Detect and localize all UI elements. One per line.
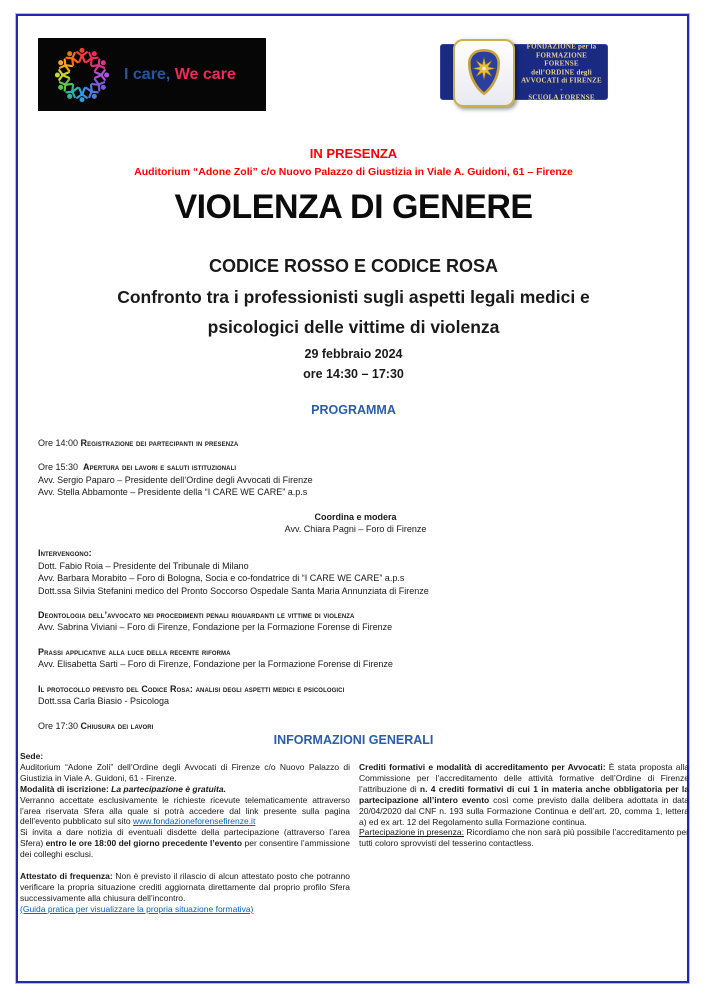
people-circle-icon — [52, 45, 112, 105]
info-left-column — [20, 751, 350, 915]
program-talk-1 — [38, 609, 673, 634]
sede-label: Sede: — [20, 751, 44, 761]
closing-title: Chiusura dei lavori — [80, 720, 154, 731]
partecipazione-text: Ricordiamo che non sarà più possibile l’accreditamento per tutti coloro sprovvisti del tesserino contactless. — [359, 827, 689, 849]
info-section — [20, 751, 689, 915]
crediti-bold: n. 4 crediti formativi di cui 1 in materia anche obbligatoria per la partecipazione all’intero evento — [359, 783, 689, 805]
event-description — [20, 282, 687, 342]
fondazione-line-4: AVVOCATI di FIRENZE — [521, 76, 602, 85]
attestato-text: Non è previsto il rilascio di alcun attestato posto che potranno verificare la propria situazione crediti aggiornata direttamente dal proprio profilo Sfera successivamente alla chiusura dell’incontro. — [20, 871, 350, 903]
program-item-closing — [38, 720, 673, 732]
closing-time: Ore 17:30 — [38, 720, 79, 731]
opening-speaker-1: Avv. Sergio Paparo – Presidente dell’Ordine degli Avvocati di Firenze — [38, 474, 313, 485]
program-item-registration — [38, 437, 673, 449]
gratuita-note: La partecipazione è gratuita. — [111, 783, 226, 794]
program-section — [38, 437, 673, 744]
fondazione-line-1: FONDAZIONE per la — [526, 42, 597, 51]
fondazione-logo-text — [519, 42, 604, 102]
sfera-site-link[interactable]: www.fondazioneforensefirenze.it — [132, 816, 256, 827]
programma-heading: PROGRAMMA — [311, 403, 396, 417]
opening-time: Ore 15:30 — [38, 462, 79, 473]
event-subtitle: CODICE ROSSO E CODICE ROSA — [208, 256, 499, 276]
talk-1-title: Deontologia dell’avvocato nei procedimenti penali riguardanti le vittime di violenza — [38, 610, 355, 621]
opening-title-line — [38, 461, 673, 473]
registration-title: Registrazione dei partecipanti in presenza — [80, 438, 239, 448]
program-talk-3 — [38, 683, 673, 708]
moderator-name: Avv. Chiara Pagni – Foro di Firenze — [284, 524, 427, 535]
partecipazione-label: Partecipazione in presenza: — [359, 827, 464, 838]
fondazione-line-3: dell’ORDINE degli — [531, 67, 592, 76]
fondazione-line-6: SCUOLA FORENSE — [528, 93, 595, 102]
partecipazione-paragraph — [359, 827, 689, 849]
talk-1-speaker: Avv. Sabrina Viviani – Foro di Firenze, Fondazione per la Formazione Forense di Firenze — [38, 622, 393, 633]
talk-2-title: Prassi applicative alla luce della recente riforma — [38, 646, 231, 657]
event-title: VIOLENZA DI GENERE — [174, 188, 533, 226]
disdette-text-end: per consentire l’ammissione dei colleghi esclusi. — [20, 838, 350, 860]
program-moderation — [38, 511, 673, 536]
crediti-label: Crediti formativi e modalità di accreditamento per Avvocati: — [359, 762, 606, 772]
event-description-line1: Confronto tra i professionisti sugli aspetti legali medici e — [117, 287, 590, 307]
crediti-paragraph — [359, 762, 689, 827]
shield-star-icon — [458, 43, 510, 101]
event-description-line2: psicologici delle vittime di violenza — [207, 317, 500, 337]
crediti-text-2: così come previsto dalla delibera adottata in data 20/04/2020 dal CNF n. 193 sulla Formazione Continua e dell’art. 20, comma 1, lettera a) ed ex art. 12 del Regolamento sulla Formazione continua. — [359, 794, 689, 827]
event-date: 29 febbraio 2024 — [304, 347, 403, 361]
program-speakers — [38, 547, 673, 597]
disdette-deadline-bold: entro le ore 18:00 del giorno precedente l’evento — [45, 838, 243, 849]
program-item-opening — [38, 461, 673, 498]
disdette-text: Si invita a dare notizia di eventuali disdette della partecipazione (attraverso l’area Sfera) — [20, 827, 350, 849]
wecare-text: We care — [170, 65, 236, 83]
speaker-2: Avv. Barbara Morabito – Foro di Bologna, Socia e co-fondatrice di “I CARE WE CARE” a.p.s — [38, 573, 405, 584]
crediti-text-1: È stata proposta alla Commissione per l’accreditamento delle attività formative dell’Ordine di Firenze l’attribuzione di — [359, 762, 689, 794]
attestato-label: Attestato di frequenza: — [20, 871, 113, 882]
icare-text: I care, — [124, 65, 171, 83]
moderation-label: Coordina e modera — [314, 511, 397, 522]
opening-title: Apertura dei lavori e saluti istituzionali — [83, 462, 237, 473]
spacer — [20, 860, 350, 871]
talk-3-speaker: Dott.ssa Carla Biasio - Psicologa — [38, 696, 170, 707]
attestato-paragraph — [20, 871, 350, 904]
iscrizione-paragraph — [20, 795, 350, 828]
iscrizione-text: Verranno accettate esclusivamente le richieste ricevute telematicamente attraverso l’area riservata Sfera alla quale si potrà accedere dal link presente sulla pagina dell’evento pubblicato sul sito — [20, 794, 350, 827]
program-talk-2 — [38, 646, 673, 671]
modalita-label: Modalità di iscrizione: — [20, 783, 112, 794]
fondazione-line-2: FORMAZIONE FORENSE — [536, 50, 587, 68]
speaker-3: Dott.ssa Silvia Stefanini medico del Pronto Soccorso Ospedale Santa Maria Annunziata di Firenze — [38, 585, 429, 596]
speaker-1: Dott. Fabio Roia – Presidente del Tribunale di Milano — [38, 560, 249, 571]
fondazione-forense-logo — [440, 44, 608, 100]
informazioni-heading: INFORMAZIONI GENERALI — [273, 733, 434, 747]
fondazione-line-5: - — [560, 84, 563, 93]
in-presenza-label: IN PRESENZA — [309, 146, 398, 161]
icare-wecare-logo — [38, 38, 266, 111]
info-right-column — [359, 751, 689, 915]
venue-line: Auditorium “Adone Zoli” c/o Nuovo Palazzo di Giustizia in Viale A. Guidoni, 61 – Firenze — [134, 166, 573, 178]
speakers-label: Intervengono: — [38, 548, 92, 559]
disdette-paragraph — [20, 827, 350, 860]
talk-3-title: Il protocollo previsto del Codice Rosa: analisi degli aspetti medici e psicologici — [38, 683, 345, 694]
sede-address: Auditorium “Adone Zoli” dell’Ordine degli Avvocati di Firenze c/o Nuovo Palazzo di Giustizia in Viale A. Guidoni, 61 - Firenze. — [20, 761, 350, 783]
event-time: ore 14:30 – 17:30 — [303, 367, 404, 381]
registration-time: Ore 14:00 — [38, 438, 79, 448]
icare-wecare-logo-text — [124, 66, 236, 84]
opening-speaker-2: Avv. Stella Abbamonte – Presidente della “I CARE WE CARE” a.p.s — [38, 487, 308, 498]
talk-2-speaker: Avv. Elisabetta Sarti – Foro di Firenze, Fondazione per la Formazione Forense di Firenze — [38, 659, 393, 670]
fondazione-crest — [453, 39, 515, 107]
guida-pratica-link[interactable]: (Guida pratica per visualizzare la propria situazione formativa) — [20, 903, 254, 914]
